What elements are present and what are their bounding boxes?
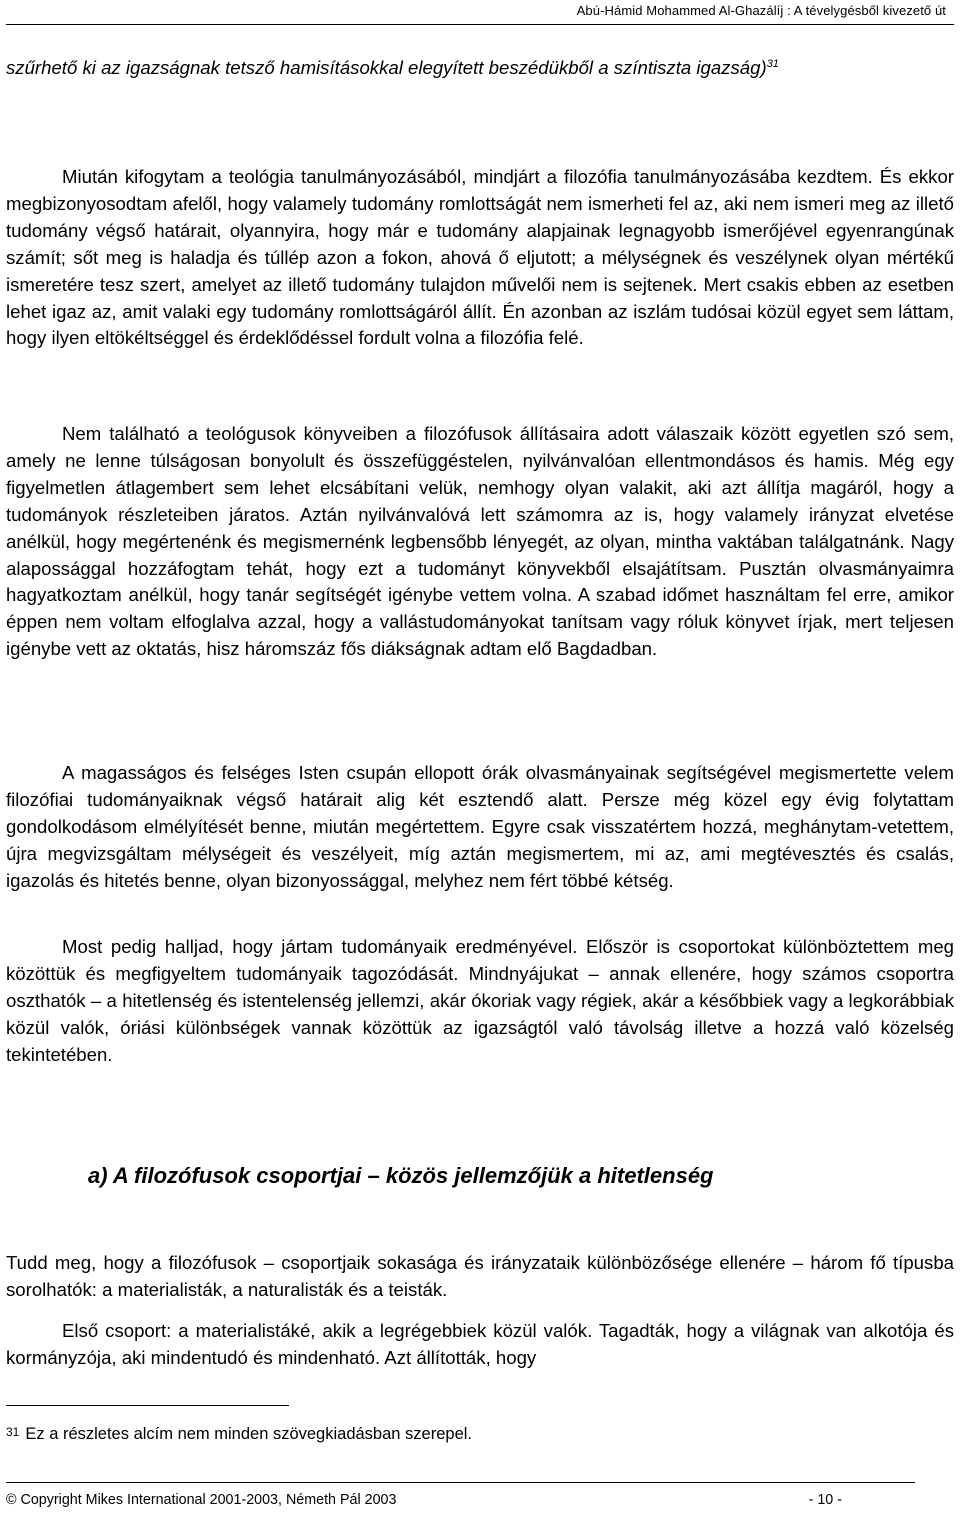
paragraph-text: Tudd meg, hogy a filozófusok – csoportjaik sokasága és irányzataik különbözősége ellenére – három fő típusba sorolhatók: a materialisták, a naturalisták és a teisták. bbox=[6, 1252, 954, 1300]
paragraph-text: A magasságos és felséges Isten csupán ellopott órák olvasmányainak segítségével megismertette velem filozófiai tudományaiknak végső határait alig két esztendő alatt. Persze még közel egy évig folytattam gondolkodásom elmélyítését benne, miután megértettem. Egyre csak visszatértem hozzá, meghánytam-vetettem, újra megvizsgáltam mélységeit és veszélyeit, míg aztán megismertem, mi az, ami megtévesztés és csalás, igazolás és hitetés benne, olyan bizonyossággal, melyhez nem fért többé kétség. bbox=[6, 762, 954, 891]
footnote-divider bbox=[6, 1405, 289, 1406]
footnote bbox=[6, 1423, 472, 1445]
footer-page-number: - 10 - bbox=[808, 1492, 842, 1508]
footnote-text: Ez a részletes alcím nem minden szövegkiadásban szerepel. bbox=[25, 1425, 472, 1443]
paragraph bbox=[6, 760, 954, 895]
section-heading: a) A filozófusok csoportjai – közös jellemzőjük a hitetlenség bbox=[88, 1163, 714, 1188]
quote-text: szűrhető ki az igazságnak tetsző hamisításokkal elegyített beszédükből a színtiszta igazság) bbox=[6, 57, 767, 78]
footnote-number: 31 bbox=[6, 1425, 20, 1439]
paragraph bbox=[6, 164, 954, 352]
paragraph bbox=[6, 1318, 954, 1372]
paragraph bbox=[6, 421, 954, 663]
paragraph-text: Miután kifogytam a teológia tanulmányozásából, mindjárt a filozófia tanulmányozásába kezdtem. És ekkor megbizonyosodtam afelől, hogy valamely tudomány romlottságát nem ismerheti fel az, aki nem ismeri meg az illető tudomány végső határait, olyannyira, hogy már e tudomány alapjainak legnagyobb ismerőjével egyenrangúnak számít; sőt meg is haladja és túllép azon a fokon, ahová ő eljutott; a mélységnek és veszélynek olyan mértékű ismeretére tesz szert, amelyet az illető tudomány tulajdon művelői nem is sejtenek. Mert csakis ebben az esetben lehet igaz az, amit valaki egy tudomány romlottságáról állít. Én azonban az iszlám tudósai közül egyet sem láttam, hogy ilyen eltökéltséggel és érdeklődéssel fordult volna a filozófia felé. bbox=[6, 166, 954, 349]
header-divider bbox=[6, 24, 954, 25]
running-header: Abú-Hámid Mohammed Al-Ghazálíj : A tévelygésből kivezető út bbox=[576, 3, 946, 18]
footer-copyright: © Copyright Mikes International 2001-2003, Németh Pál 2003 bbox=[6, 1492, 397, 1508]
paragraph-text: Első csoport: a materialistáké, akik a legrégebbiek közül valók. Tagadták, hogy a világnak van alkotója és kormányzója, aki mindentudó és mindenható. Azt állították, hogy bbox=[6, 1320, 954, 1368]
quote-continuation bbox=[6, 55, 954, 82]
paragraph-text: Most pedig halljad, hogy jártam tudományaik eredményével. Először is csoportokat különböztettem meg közöttük és megfigyeltem tudományaik tagozódását. Mindnyájukat – annak ellenére, hogy számos csoportra oszthatók – a hitetlenség és istentelenség jellemzi, akár ókoriak vagy régiek, akár a későbbiek vagy a legkorábbiak közül valók, óriási különbségek vannak közöttük az igazságtól való távolság illetve a hozzá való közelség tekintetében. bbox=[6, 936, 954, 1065]
paragraph bbox=[6, 1250, 954, 1304]
paragraph-text: Nem található a teológusok könyveiben a filozófusok állításaira adott válaszaik között egyetlen szó sem, amely ne lenne túlságosan bonyolult és összefüggéstelen, nyilvánvalóan ellentmondásos és hamis. Még egy figyelmetlen átlagembert sem lehet elcsábítani velük, nemhogy olyan valakit, aki azt állítja magáról, hogy a tudományok részleteiben járatos. Aztán nyilvánvalóvá lett számomra az is, hogy valamely irányzat elvetése anélkül, hogy megértenénk és megismernénk legbensőbb lényegét, az olyan, mintha vaktában találgatnánk. Nagy alapossággal hozzáfogtam tehát, hogy ezt a tudományt könyvekből elsajátítsam. Pusztán olvasmányaimra hagyatkoztam anélkül, hogy tanár segítségét igénybe vettem volna. A szabad időmet használtam fel erre, amikor éppen nem voltam elfoglalva azzal, hogy a vallástudományokat tanítsam vagy róluk könyvet írjak, mert teljesen igénybe vett az oktatás, hisz háromszáz fős diákságnak adtam elő Bagdadban. bbox=[6, 423, 954, 660]
paragraph bbox=[6, 934, 954, 1069]
footnote-reference[interactable]: 31 bbox=[766, 57, 779, 70]
footer-divider bbox=[6, 1482, 915, 1483]
